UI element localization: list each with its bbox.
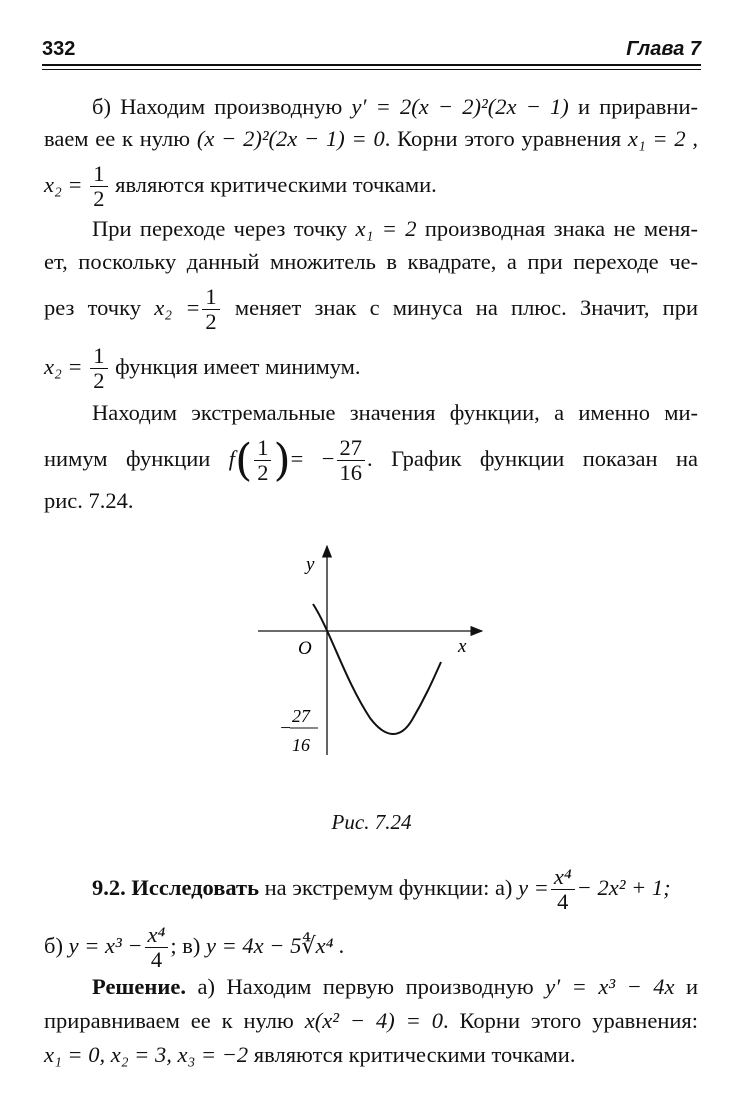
para1-line2 xyxy=(44,124,698,154)
denominator: 4 xyxy=(150,947,163,973)
para2-line1 xyxy=(92,214,698,244)
text: а) Находим первую производную xyxy=(197,974,534,999)
text: производная знака не меня- xyxy=(424,216,699,241)
function-f: f xyxy=(228,446,236,471)
text: рез точку xyxy=(44,295,141,320)
numerator: 1 xyxy=(90,344,107,369)
text: б) xyxy=(44,933,63,958)
y-axis-label: y xyxy=(306,554,315,575)
para1-line3 xyxy=(44,160,698,211)
y-lhs: y = xyxy=(518,875,549,900)
solution-line3 xyxy=(44,1040,698,1070)
denominator: 16 xyxy=(339,460,362,486)
text: ваем ее к нулю xyxy=(44,126,191,151)
text: нимум функции xyxy=(44,446,211,471)
para3-line1: Находим экстремальные значения функции, а именно ми- xyxy=(92,400,698,425)
text: на экстремум функции: а) xyxy=(264,875,513,900)
numerator: 27 xyxy=(337,436,366,461)
right-paren: ) xyxy=(273,434,291,486)
text: являются критическими точками. xyxy=(253,1042,576,1067)
text: При переходе через точку xyxy=(92,216,348,241)
solution-label: Решение. xyxy=(92,974,186,999)
text: и xyxy=(686,974,699,999)
x2-lhs: x₂ = xyxy=(44,172,83,197)
problem-verb: Исследовать xyxy=(131,875,260,900)
page-header xyxy=(42,38,701,62)
x-axis-label: x xyxy=(458,636,467,657)
denominator: 2 xyxy=(205,309,217,335)
page-number: 332 xyxy=(42,38,76,60)
text: являются критическими точками. xyxy=(115,172,437,197)
function-graph xyxy=(0,540,743,770)
fraction-one-half xyxy=(202,285,219,334)
min-label-sign: − xyxy=(279,718,292,739)
numerator: x⁴ xyxy=(145,923,169,948)
root-x1: x₁ = 2 , xyxy=(627,126,698,151)
text: функция имеет минимум. xyxy=(115,354,361,379)
numerator: 1 xyxy=(254,436,271,461)
fraction-x4-4 xyxy=(145,923,169,972)
numerator: 1 xyxy=(202,285,219,310)
formula-b: y = x³ − xyxy=(68,933,143,958)
min-label-numerator: 27 xyxy=(292,706,310,726)
equation: x(x² − 4) = 0 xyxy=(304,1008,443,1033)
formula-c: y = 4x − 5∜x⁴ . xyxy=(205,933,345,958)
x2-lhs: x₂ = xyxy=(154,295,201,320)
formula-rest: − 2x² + 1; xyxy=(576,875,671,900)
x1-formula: x₁ = 2 xyxy=(355,216,417,241)
fraction-one-half xyxy=(90,162,107,211)
solution-line1 xyxy=(92,972,698,1002)
para2-line3 xyxy=(44,283,698,334)
text: и приравни- xyxy=(578,94,698,119)
figure-caption: Рис. 7.24 xyxy=(331,810,412,834)
numerator: 1 xyxy=(90,162,107,187)
numerator: x⁴ xyxy=(551,865,575,890)
fraction-27-16 xyxy=(337,436,366,485)
chapter-title: Глава 7 xyxy=(626,38,701,60)
derivative-formula: y′ = 2(x − 2)²(2x − 1) xyxy=(351,94,569,119)
x2-lhs: x₂ = xyxy=(44,354,83,379)
function-curve xyxy=(313,604,441,734)
solution-line2 xyxy=(44,1006,698,1036)
denominator: 4 xyxy=(557,889,569,915)
roots: x₁ = 0, x₂ = 3, x₃ = −2 xyxy=(44,1042,249,1067)
fraction-one-half xyxy=(90,344,107,393)
text: ; в) xyxy=(170,933,201,958)
text: приравниваем ее к нулю xyxy=(44,1008,294,1033)
text: . Корни этого уравнения xyxy=(384,126,622,151)
para1-line1 xyxy=(92,92,698,122)
problem-line2 xyxy=(44,918,698,974)
para2-line4 xyxy=(44,342,698,393)
header-rule xyxy=(42,64,701,66)
text: б) Находим производную xyxy=(92,94,343,119)
equation: (x − 2)²(2x − 1) = 0 xyxy=(196,126,385,151)
text: меняет знак с минуса на плюс. Значит, при xyxy=(234,295,698,320)
problem-line1 xyxy=(92,860,732,916)
derivative-formula: y′ = x³ − 4x xyxy=(545,974,675,999)
denominator: 2 xyxy=(93,368,105,394)
left-paren: ( xyxy=(235,434,253,486)
denominator: 2 xyxy=(257,460,269,486)
text: . График функции показан на xyxy=(367,446,698,471)
origin-label: O xyxy=(298,638,312,659)
fraction-x4-4 xyxy=(551,865,575,914)
denominator: 2 xyxy=(93,186,105,212)
min-label-denominator: 16 xyxy=(292,735,310,755)
text: . Корни этого уравнения: xyxy=(442,1008,699,1033)
fraction-one-half xyxy=(254,436,271,485)
para3-line3: рис. 7.24. xyxy=(44,488,134,513)
header-rule-thin xyxy=(42,69,701,70)
equals-minus: = − xyxy=(290,446,335,471)
para2-line2: ет, поскольку данный множитель в квадрате, а при переходе че- xyxy=(44,249,698,274)
para3-line2 xyxy=(44,434,698,486)
problem-number: 9.2. xyxy=(92,875,126,900)
